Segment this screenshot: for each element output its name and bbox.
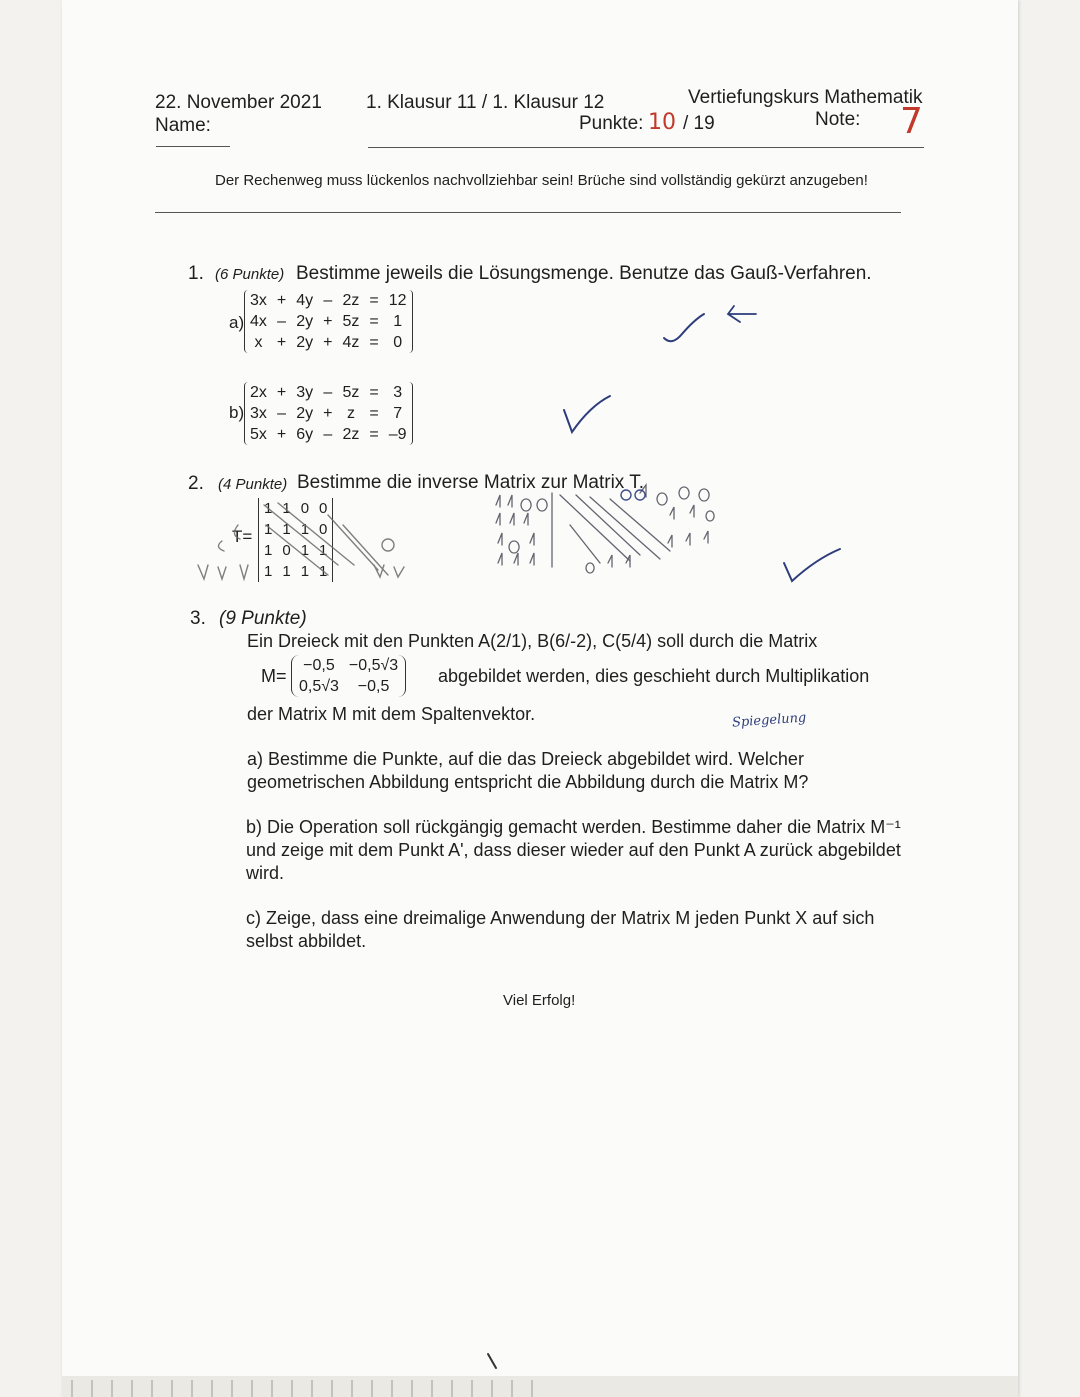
task3-c: c) Zeige, dass eine dreimalige Anwendung der Matrix M jeden Punkt X auf sich selbst abbildet. [246,908,875,951]
page-edge-ruler [62,1376,1018,1397]
task3-b: b) Die Operation soll rückgängig gemacht werden. Bestimme daher die Matrix M⁻¹ und zeige mit dem Punkt A', dass dieser wieder auf den Punkt A zurück abgebildet wird. [246,817,901,883]
checkmark-icon [782,545,852,587]
matrix-m [291,655,406,697]
instruction-text: Der Rechenweg muss lückenlos nachvollziehbar sein! Brüche sind vollständig gekürzt anzugeben! [215,172,868,189]
equation-row: 5x + 6y – 2z = –9 [250,426,407,443]
task2-text: Bestimme die inverse Matrix zur Matrix T. [297,472,645,493]
handwritten-inverse-attempt [490,485,740,570]
task1-b-label: b) [229,403,245,422]
task1-text: Bestimme jeweils die Lösungsmenge. Benutze das Gauß-Verfahren. [296,263,872,284]
checkmark-icon [560,392,620,436]
task1-number: 1. [188,263,204,284]
matrix-m-label: M= [261,666,287,686]
name-underline [156,146,230,147]
points-label: Punkte: [579,113,644,134]
handwritten-scribbles [178,495,438,585]
task1-a-system [244,290,413,353]
points-handwritten: 10 [648,110,676,135]
pen-mark [486,1352,500,1372]
closing-text: Viel Erfolg! [503,992,576,1009]
task3-points: (9 Punkte) [219,608,307,629]
task3-a: a) Bestimme die Punkte, auf die das Dreieck abgebildet wird. Welcher geometrischen Abbildung entspricht die Abbildung durch die Matrix M? [247,749,809,792]
matrix-row: 1 1 0 0 [264,500,328,517]
matrix-row: 1 1 1 0 [264,521,328,538]
points-total: / 19 [683,113,715,134]
name-label: Name: [155,115,211,136]
task3-line3: der Matrix M mit dem Spaltenvektor. [247,704,536,724]
matrix-t-label: T= [232,527,253,546]
task3-after-matrix: abgebildet werden, dies geschieht durch Multiplikation [438,666,870,686]
grade-handwritten: 7 [900,101,923,142]
matrix-row: 0,5√3 −0,5 [299,678,390,695]
equation-row: 3x – 2y + z = 7 [250,405,403,422]
instruction-divider [155,212,901,213]
exam-date: 22. November 2021 [155,92,322,113]
handwritten-note: Spiegelung [731,710,807,731]
equation-row: x + 2y + 4z = 0 [254,334,403,351]
exam-sheet [62,0,1018,1397]
task1-b-system [244,382,413,445]
task2-number: 2. [188,473,204,494]
task3-number: 3. [190,608,206,629]
matrix-row: −0,5 −0,5√3 [303,657,399,674]
course-title: Vertiefungskurs Mathematik [688,87,923,108]
equation-row: 3x + 4y – 2z = 12 [250,292,407,309]
task2-points: (4 Punkte) [218,476,288,493]
equation-row: 2x + 3y – 5z = 3 [250,384,403,401]
grade-label: Note: [815,109,861,130]
task1-points: (6 Punkte) [215,266,285,283]
task3-intro: Ein Dreieck mit den Punkten A(2/1), B(6/-2), C(5/4) soll durch die Matrix [247,631,818,651]
matrix-row: 1 1 1 1 [264,563,328,580]
matrix-row: 1 0 1 1 [264,542,328,559]
equation-row: 4x – 2y + 5z = 1 [250,313,403,330]
exam-title: 1. Klausur 11 / 1. Klausur 12 [366,92,605,113]
header-underline [368,147,924,148]
task1-a-label: a) [229,313,245,332]
checkmark-icon [660,300,770,350]
